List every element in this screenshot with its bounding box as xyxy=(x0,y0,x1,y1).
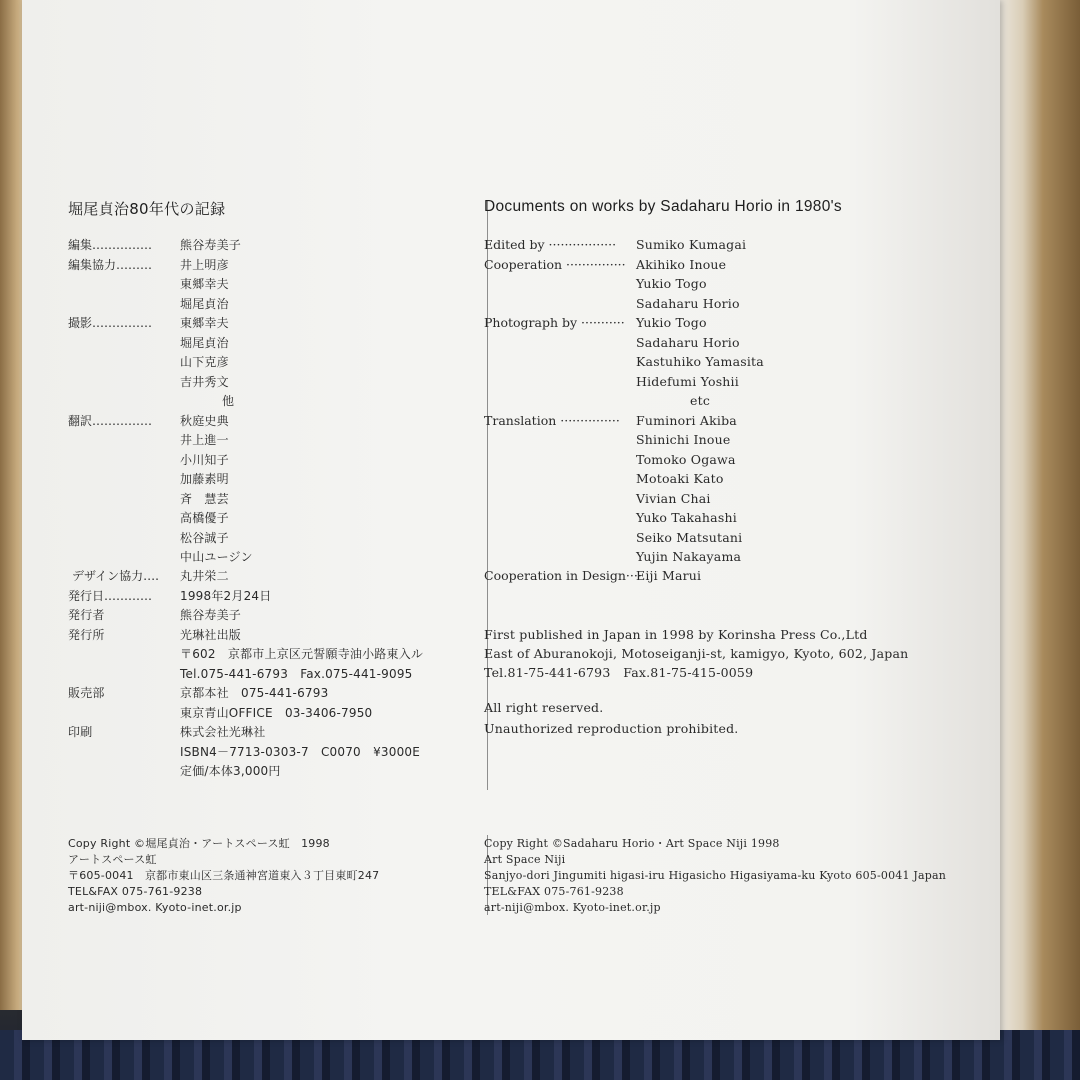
en-credit-name: Hidefumi Yoshii xyxy=(636,374,739,389)
jp-credit-name: 堀尾貞治 xyxy=(180,297,229,311)
en-credit-name: Shinichi Inoue xyxy=(636,432,731,447)
en-credit-label: Translation ··············· xyxy=(484,413,620,428)
publication-line: First published in Japan in 1998 by Korinsha Press Co.,Ltd xyxy=(484,627,868,642)
jp-credit-name: 山下克彦 xyxy=(180,355,229,369)
jp-credit-label: デザイン協力…. xyxy=(72,569,159,583)
jp-credit-label: 印刷 xyxy=(68,725,93,739)
jp-credit-name: 吉井秀文 xyxy=(180,375,229,389)
en-credit-name: Sadaharu Horio xyxy=(636,296,740,311)
en-credit-name: Tomoko Ogawa xyxy=(636,452,736,467)
jp-credit-name: 中山ユージン xyxy=(180,550,253,564)
jp-credit-name: 光琳社出版 xyxy=(180,628,242,642)
jp-credit-name: 定価/本体3,000円 xyxy=(180,764,281,778)
en-credit-name: Vivian Chai xyxy=(636,491,711,506)
en-credit-label: Edited by ················· xyxy=(484,237,617,252)
en-credit-name: Yujin Nakayama xyxy=(636,549,742,564)
jp-copyright-line: art-niji@mbox. Kyoto-inet.or.jp xyxy=(68,901,242,914)
book-edge-right xyxy=(998,0,1080,1080)
en-credit-label: Cooperation in Design···· xyxy=(484,568,642,583)
en-credit-name: Sumiko Kumagai xyxy=(636,237,747,252)
jp-credit-label: 発行所 xyxy=(68,628,105,642)
jp-credit-name: 丸井栄二 xyxy=(180,569,229,583)
jp-credit-name: 斉 慧芸 xyxy=(180,492,229,506)
jp-credit-label: 発行日………… xyxy=(68,589,153,603)
jp-credit-name: 熊谷寿美子 xyxy=(180,238,242,252)
jp-credit-name: 小川知子 xyxy=(180,453,229,467)
jp-credit-name: 東郷幸夫 xyxy=(180,316,229,330)
en-credit-name: Seiko Matsutani xyxy=(636,530,743,545)
jp-credit-name: ISBN4－7713-0303-7 C0070 ¥3000E xyxy=(180,745,421,759)
rights-line: All right reserved. xyxy=(484,700,604,715)
en-credit-name: Fuminori Akiba xyxy=(636,413,737,428)
en-credit-name: Kastuhiko Yamasita xyxy=(636,354,764,369)
jp-credit-name: 東郷幸夫 xyxy=(180,277,229,291)
en-credit-name: Sadaharu Horio xyxy=(636,335,740,350)
jp-credit-name: 加藤素明 xyxy=(180,472,229,486)
en-copyright-line: TEL&FAX 075-761-9238 xyxy=(484,885,624,898)
jp-credit-label: 編集…………… xyxy=(68,238,153,252)
en-credit-name: etc xyxy=(690,393,711,408)
japanese-title: 堀尾貞治80年代の記録 xyxy=(68,200,226,218)
en-credit-name: Yukio Togo xyxy=(636,315,707,330)
en-copyright-line: Sanjyo-dori Jingumiti higasi-iru Higasicho Higasiyama-ku Kyoto 605-0041 Japan xyxy=(484,869,947,882)
jp-credit-name: 井上明彦 xyxy=(180,258,229,272)
publication-line: Tel.81-75-441-6793 Fax.81-75-415-0059 xyxy=(484,665,754,680)
jp-credit-label: 編集協力……… xyxy=(68,258,153,272)
jp-credit-name: 1998年2月24日 xyxy=(180,589,272,603)
en-credit-name: Yuko Takahashi xyxy=(636,510,737,525)
en-copyright-line: Art Space Niji xyxy=(484,853,566,866)
jp-copyright-line: アートスペース虹 xyxy=(68,853,157,866)
jp-credit-label: 翻訳…………… xyxy=(68,414,153,428)
jp-credit-name: 京都本社 075-441-6793 xyxy=(180,686,329,700)
jp-credit-name: 他 xyxy=(222,394,235,408)
jp-credit-name: 東京青山OFFICE 03-3406-7950 xyxy=(180,706,373,720)
english-title: Documents on works by Sadaharu Horio in 1980's xyxy=(484,198,842,215)
en-copyright-line: art-niji@mbox. Kyoto-inet.or.jp xyxy=(484,901,661,914)
jp-credit-label: 発行者 xyxy=(68,608,105,622)
en-credit-label: Cooperation ··············· xyxy=(484,257,626,272)
jp-credit-name: 熊谷寿美子 xyxy=(180,608,242,622)
colophon-page xyxy=(22,0,1000,1040)
jp-credit-name: 高橋優子 xyxy=(180,511,229,525)
en-credit-name: Motoaki Kato xyxy=(636,471,724,486)
jp-credit-label: 販売部 xyxy=(68,686,105,700)
rights-line: Unauthorized reproduction prohibited. xyxy=(484,721,739,736)
en-credit-label: Photograph by ··········· xyxy=(484,315,625,330)
en-credit-name: Akihiko Inoue xyxy=(636,257,727,272)
en-credit-name: Eiji Marui xyxy=(636,568,702,583)
jp-credit-name: 株式会社光琳社 xyxy=(180,725,266,739)
jp-copyright-line: TEL&FAX 075-761-9238 xyxy=(68,885,203,898)
jp-credit-name: 松谷誠子 xyxy=(180,531,229,545)
jp-credit-label: 撮影…………… xyxy=(68,316,153,330)
jp-copyright-line: 〒605-0041 京都市東山区三条通神宮道東入３丁目東町247 xyxy=(68,869,380,882)
publication-line: East of Aburanokoji, Motoseiganji-st, kamigyo, Kyoto, 602, Japan xyxy=(484,646,909,661)
jp-copyright-line: Copy Right ©堀尾貞治・アートスペース虹 1998 xyxy=(68,837,330,850)
en-credit-name: Yukio Togo xyxy=(636,276,707,291)
jp-credit-name: 秋庭史典 xyxy=(180,414,229,428)
jp-credit-name: 井上進一 xyxy=(180,433,229,447)
jp-credit-name: 〒602 京都市上京区元誓願寺油小路東入ル xyxy=(180,647,424,661)
en-copyright-line: Copy Right ©Sadaharu Horio・Art Space Niji 1998 xyxy=(484,837,780,850)
jp-credit-name: 堀尾貞治 xyxy=(180,336,229,350)
jp-credit-name: Tel.075-441-6793 Fax.075-441-9095 xyxy=(180,667,413,681)
